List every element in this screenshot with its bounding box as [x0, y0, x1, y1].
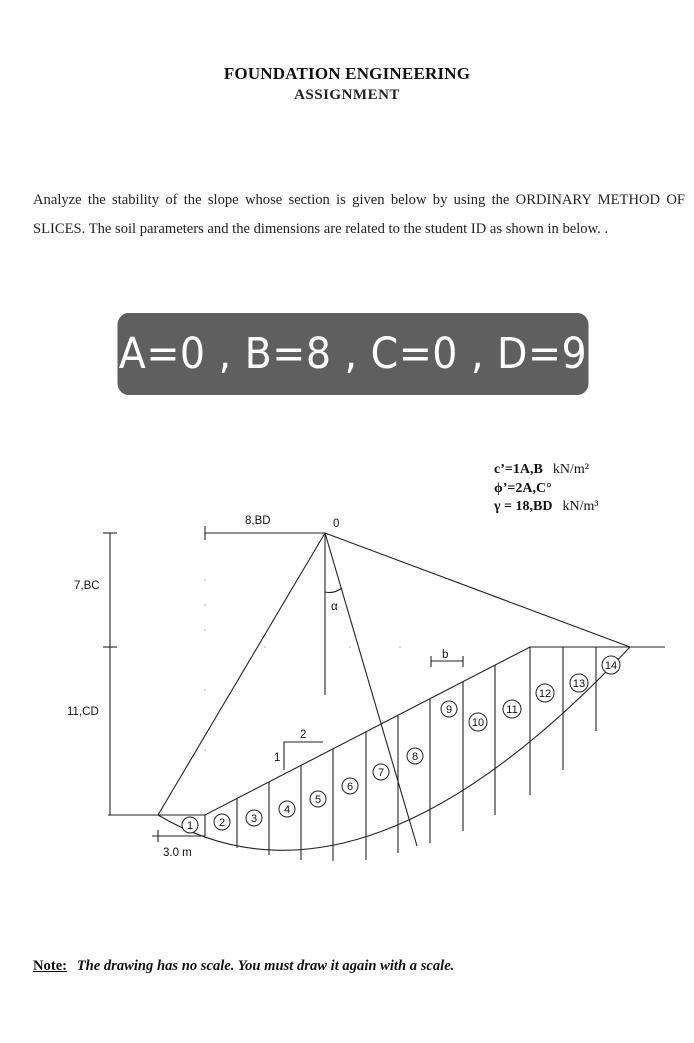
note-label: Note: [33, 958, 68, 974]
note [33, 958, 454, 975]
slice-number: 7 [377, 767, 385, 779]
toe-width-label: 3.0 m [163, 847, 192, 859]
unit-weight-param: γ = 18,BD kN/m³ [494, 499, 599, 514]
slice-numbers [182, 656, 620, 833]
slice-number: 8 [411, 751, 419, 763]
note-text: The drawing has no scale. You must draw it again with a scale. [76, 958, 455, 974]
slice-number: 14 [604, 660, 618, 672]
lower-height-label: 11,CD [67, 706, 99, 718]
friction-angle-param: ϕ’=2A,C° [494, 480, 552, 496]
slice-number: 4 [283, 804, 291, 816]
slice-number: 2 [218, 817, 226, 829]
document-title: FOUNDATION ENGINEERING [223, 64, 471, 83]
radius-left [158, 533, 325, 815]
cohesion-param: c’=1A,B kN/m² [494, 462, 589, 477]
instructions-paragraph: Analyze the stability of the slope whose section is given below by using the ORDINARY METHOD OF SLICES. The soil parameters and the dimensions are related to the student ID as shown in below. . [33, 192, 685, 237]
slice-number: 5 [314, 794, 322, 806]
slope-run-label: 2 [300, 729, 307, 741]
slice-width-label: b [442, 649, 449, 661]
slice-number: 12 [538, 688, 552, 700]
slice-number: 11 [506, 704, 518, 716]
ground-surface [108, 647, 665, 815]
grid-dots [204, 579, 401, 751]
alpha-label: α [331, 601, 338, 613]
slope-rise-label: 1 [274, 752, 281, 764]
student-id-banner: A=0 , B=8 , C=0 , D=9 [117, 313, 588, 395]
slope-ratio-marker [284, 742, 323, 770]
center-point-label: 0 [333, 518, 340, 530]
slice-number: 10 [471, 717, 485, 729]
radius-slice [325, 533, 417, 846]
horizontal-dim-label: 8,BD [245, 515, 271, 527]
slice-number: 9 [445, 704, 453, 716]
slice-number: 1 [186, 820, 194, 832]
upper-height-label: 7,BC [74, 580, 100, 592]
slice-number: 13 [572, 678, 586, 690]
document-subtitle: ASSIGNMENT [294, 87, 400, 103]
alpha-arc [325, 588, 342, 593]
slice-lines [205, 647, 596, 861]
radius-right [325, 533, 630, 647]
slice-number: 3 [250, 813, 258, 825]
slice-number: 6 [346, 781, 354, 793]
